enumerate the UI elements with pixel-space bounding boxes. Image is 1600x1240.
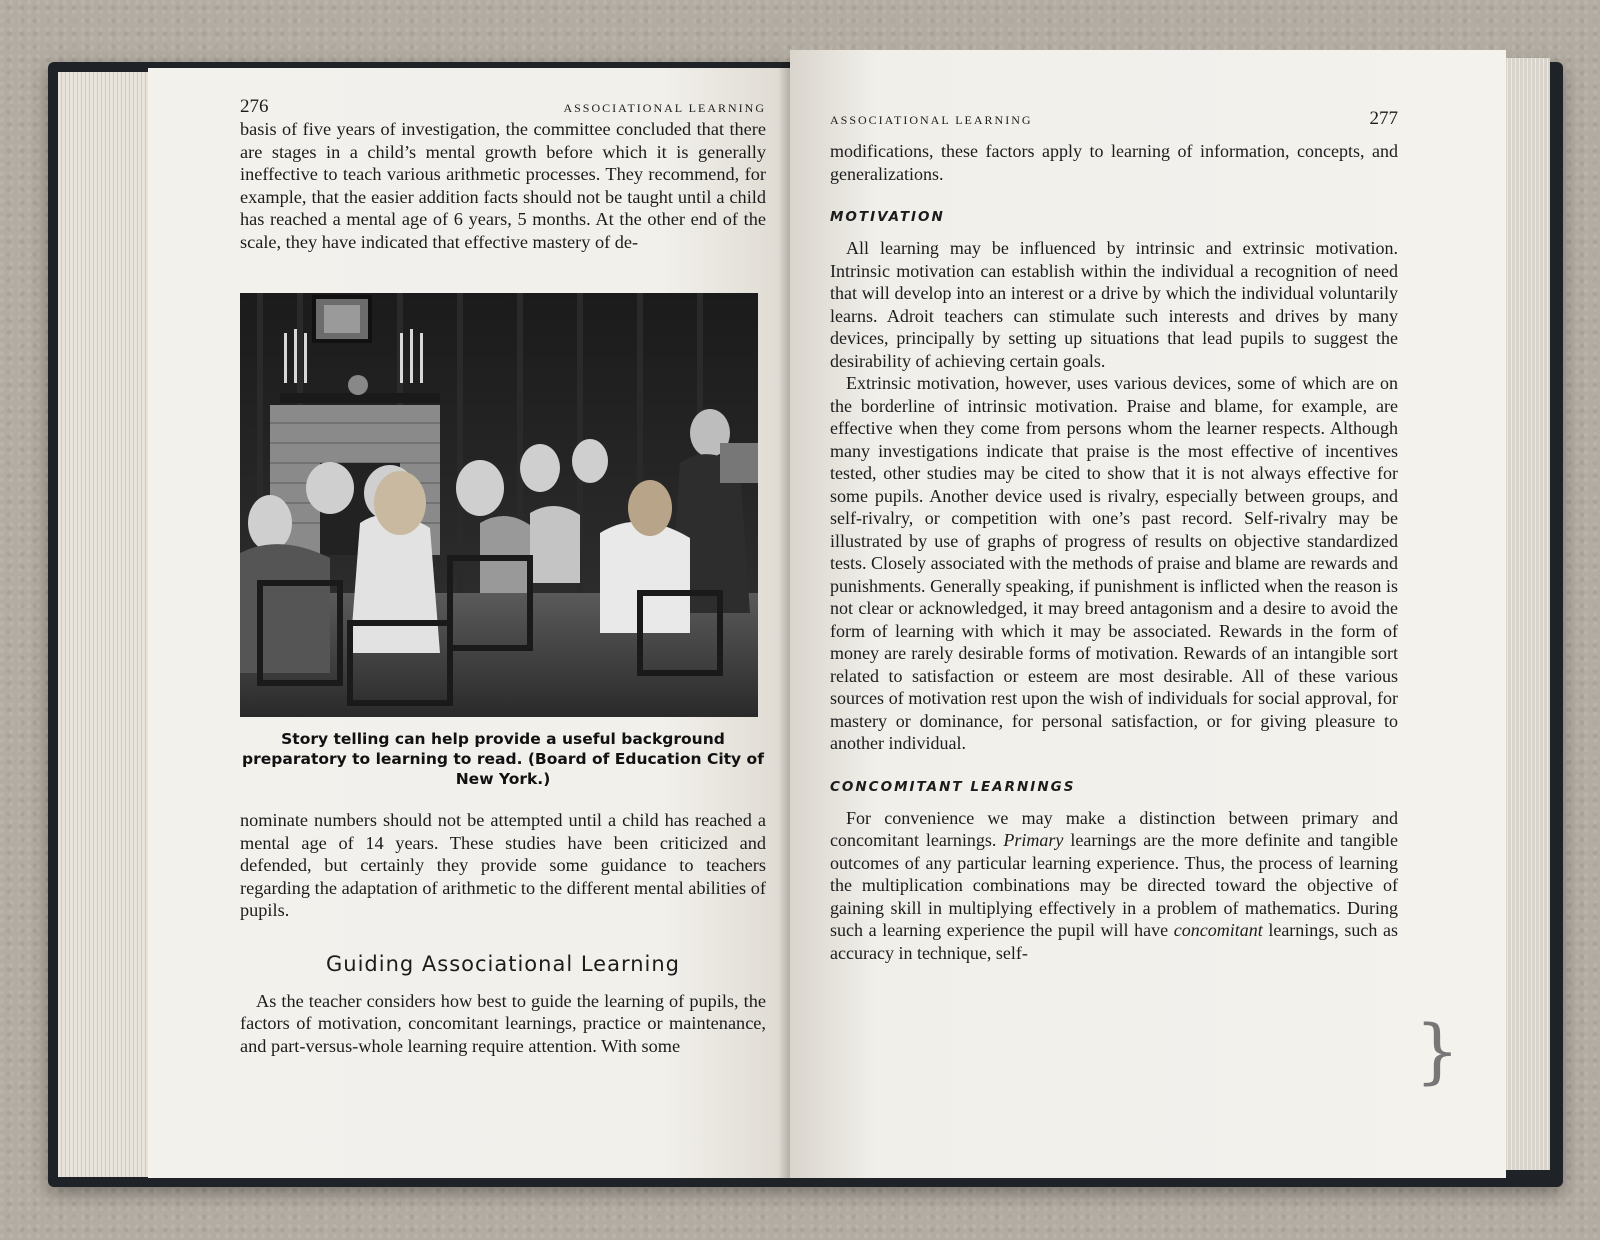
left-running-head <box>240 96 766 118</box>
right-running-head <box>830 108 1398 130</box>
right-paragraph-4-text-b: learnings are the more definite and tangible outcomes of any particular learning experience. Thus, the process of learning the multiplication combinations may be directed toward the objective of gaining skill in multiplying effectively in a problem of mathematics. During such a learning experience the pupil will have <box>830 830 1399 940</box>
right-page <box>790 50 1506 1178</box>
emphasis-concomitant: concomitant <box>1173 920 1263 940</box>
running-head-title-right: ASSOCIATIONAL LEARNING <box>830 113 1033 127</box>
right-paragraph-4-text-a: For convenience we may make a distinction between primary and concomitant learnings. <box>830 807 1398 850</box>
photo-caption: Story telling can help provide a useful background preparatory to learning to read. (Board of Education City of New York.) <box>242 730 764 788</box>
right-paragraph-2: All learning may be influenced by intrinsic and extrinsic motivation. Intrinsic motivation can establish within the individual a recognition of need that will develop into an interest or a drive by which the individual voluntarily learns. Adroit teachers can stimulate such interests and drives by many devices, principally by setting up situations that lead pupils to suggest the desirability of achieving certain goals. <box>830 238 1398 371</box>
section-heading: Guiding Associational Learning <box>325 951 680 976</box>
subheading-concomitant-learnings: CONCOMITANT LEARNINGS <box>830 778 1076 795</box>
left-paragraph-3: As the teacher considers how best to guide the learning of pupils, the factors of motivation, concomitant learnings, practice or maintenance, and part-versus-whole learning require attention. With some <box>240 990 766 1056</box>
page-number-left: 276 <box>240 96 269 117</box>
storytelling-photo-drawing <box>240 293 758 717</box>
right-paragraph-4 <box>830 807 1398 965</box>
left-paragraph-1: basis of five years of investigation, the committee concluded that there are stages in a child’s mental growth before which it is generally ineffective to teach various arithmetic processes. They recommend, for example, that the easier addition facts should not be taught until a child has reached a mental age of 6 years, 5 months. At the other end of the scale, they have indicated that effective mastery of de- <box>240 119 766 252</box>
page-number-right: 277 <box>1369 108 1398 129</box>
left-paragraph-2: nominate numbers should not be attempted until a child has reached a mental age of 14 years. These studies have been criticized and defended, but certainly they provide some guidance to teachers regarding the adaptation of arithmetic to the different mental abilities of pupils. <box>240 810 766 920</box>
right-paragraph-3: Extrinsic motivation, however, uses various devices, some of which are on the borderline of intrinsic motivation. Praise and blame, for example, are effective when they come from persons whom the learner respects. Although many investigations indicate that praise is the most effective of incentives tested, other studies may be cited to show that it is not always effective for some pupils. Another device used is rivalry, especially between groups, and self-rivalry, or competition with one’s past record. Self-rivalry may be illustrated by use of graphs of progress of results on objective standardized tests. Closely associated with the methods of praise and blame are rewards and punishments. Generally speaking, if punishment is inflicted when the reason is not clear or acknowledged, it may breed antagonism and a desire to avoid the form of learning with which it may be associated. Rewards in the form of money are rarely desirable forms of motivation. Rewards of an intangible sort related to satisfaction or esteem are most desirable. All of these various sources of motivation rest upon the wish of individuals for social approval, for mastery or dominance, for personal satisfaction, or for giving pleasure to another individual. <box>830 373 1398 753</box>
subheading-motivation: MOTIVATION <box>830 209 945 225</box>
right-paragraph-1: modifications, these factors apply to learning of information, concepts, and generalizations. <box>830 141 1398 184</box>
storytelling-photo <box>240 293 758 717</box>
emphasis-primary: Primary <box>1003 830 1064 850</box>
left-page <box>148 68 790 1178</box>
running-head-title-left: ASSOCIATIONAL LEARNING <box>563 101 766 115</box>
margin-brace-mark: } <box>1415 1010 1460 1092</box>
right-paragraph-4-text-c: learnings, such as accuracy in technique, self- <box>830 920 1399 963</box>
